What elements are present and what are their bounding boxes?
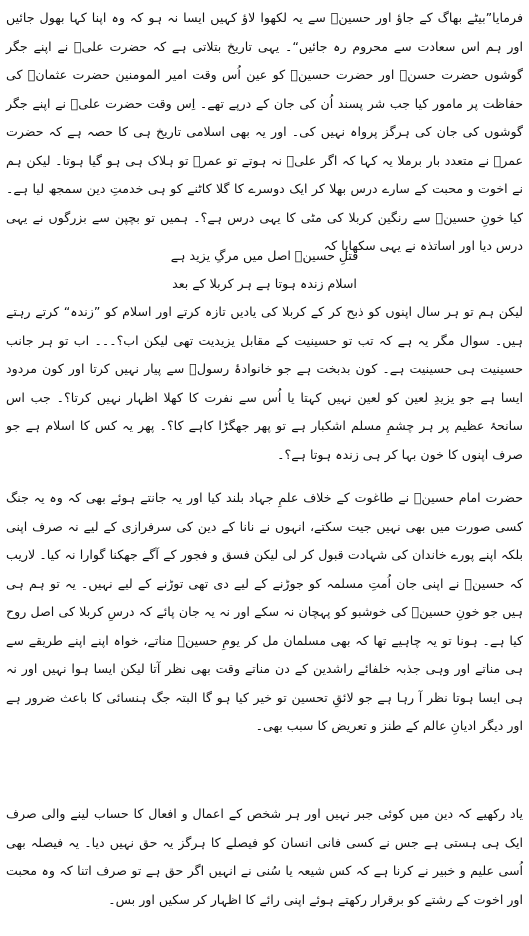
paragraph-spacer <box>6 786 523 800</box>
paragraph-block-1 <box>6 4 523 253</box>
paragraph-block-3 <box>6 484 523 786</box>
paragraph-block-2 <box>6 298 523 470</box>
verse-line-2: اسلام زندہ ہوتا ہے ہر کربلا کے بعد <box>172 276 357 291</box>
verse-line-1: قتلِ حسینؑ اصل میں مرگِ یزید ہے <box>170 248 359 263</box>
paragraph-2: لیکن ہم تو ہر سال اپنوں کو ذبح کر کے کربلا کی یادیں تازہ کرتے اور اسلام کو ”زندہ“ کرتے رہتے ہیں۔ سوال مگر یہ ہے کہ تب تو حسینیت کے مقابل یزیدیت تھی لیکن اب؟۔۔۔ اب تو ہر جانب حسینیت ہی حسینیت ہے۔ کون بدبخت ہے جو خانوادۂ رسولؐ سے پیار نہیں کرتا اور کون مردود ایسا ہے جو یزیدِ لعین کو لعین نہیں کہتا یا اُس سے نفرت کا کھلا اظہار نہیں کرتا؟۔ جب اس سانحۂ عظیم پر ہر چشمِ مسلم اشکبار ہے تو پھر جھگڑا کاہے کا؟۔ پھر یہ کس کا اسلام ہے جو صرف اپنوں کا خون بہا کر ہی زندہ ہوتا ہے؟۔ <box>6 304 523 462</box>
paragraph-spacer <box>6 470 523 484</box>
paragraph-block-4 <box>6 800 523 914</box>
paragraph-3: حضرت امام حسینؑ نے طاغوت کے خلاف علمِ جہاد بلند کیا اور یہ جانتے ہوئے بھی کہ وہ یہ جنگ کسی صورت میں بھی نہیں جیت سکتے، انہوں نے نانا کے دین کی سرفرازی کے لیے نہ صرف اپنی بلکہ اپنے پورے خاندان کی شہادت قبول کر لی لیکن فسق و فجور کے آگے جھکنا گوارا نہ کیا۔ لاریب کہ حسینؑ نے اپنی جان اُمتِ مسلمہ کو جوڑنے کے لیے دی تھی توڑنے کے لیے نہیں۔ یہ تو ہم ہی ہیں جو خونِ حسینؑ کی خوشبو کو پہچان نہ سکے اور نہ یہ جان پائے کہ درسِ کربلا کی اصل روح کیا ہے۔ ہونا تو یہ چاہیے تھا کہ بھی مسلمان مل کر یومِ حسینؑ مناتے، خواہ اپنے اپنے طریقے سے ہی مناتے اور وہی جذبہ خلفائے راشدین کے دن مناتے وقت بھی نظر آتا لیکن ایسا ہوا نہیں اور نہ ہی ایسا ہوتا نظر آ رہا ہے جو لائقِ تحسین تو خیر کیا ہو گا البتہ جگ ہنسائی کا باعث ضرور ہے اور دیگر ادیانِ عالم کے طنز و تعریض کا سبب بھی۔ <box>6 490 523 733</box>
paragraph-4: یاد رکھیے کہ دین میں کوئی جبر نہیں اور ہر شخص کے اعمال و افعال کا حساب لینے والی صرف ایک ہی ہستی ہے جس نے کسی فانی انسان کو فیصلے کا ہرگز یہ حق نہیں دیا۔ یہ فیصلہ بھی اُسی علیم و خبیر نے کرنا ہے کہ کس شیعہ یا سُنی نے انہیں اگر حق ہے تو صرف اتنا کہ وہ محبت اور اخوت کے رشتے کو برقرار رکھتے ہوئے اپنی رائے کا اظہار کر سکیں اور بس۔ <box>6 806 523 907</box>
paragraph-1: فرمایا”بیٹے بھاگ کے جاؤ اور حسینؑ سے یہ لکھوا لاؤ کہیں ایسا نہ ہو کہ وہ اپنا کہا بھول جائیں اور ہم اس سعادت سے محروم رہ جائیں“۔ یہی تاریخ بتلاتی ہے کہ حضرت علیؑ نے اپنے جگر گوشوں حضرت حسنؑ اور حضرت حسینؑ کو عین اُس وقت امیر المومنین حضرت عثمانؓ کی حفاظت پر مامور کیا جب شر پسند اُن کی جان کے درپے تھے۔ اِس وقت حضرت علیؑ نے اپنے جگر گوشوں کی جان کی ہرگز پرواہ نہیں کی۔ اور یہ بھی اسلامی تاریخ ہی کا حصہ ہے کہ حضرت عمرؓ نے متعدد بار برملا یہ کہا کہ اگر علیؑ نہ ہوتے تو عمرؓ تو ہلاک ہی ہو گیا ہوتا۔ لیکن ہم نے اخوت و محبت کے سارے درس بھلا کر ایک دوسرے کا گلا کاٹنے کو ہی خدمتِ دین سمجھ لیا ہے۔ کیا خونِ حسینؑ سے رنگین کربلا کی مٹی کا یہی درس ہے؟۔ ہمیں تو بچپن سے بزرگوں نے یہی درس دیا اور اساتذہ نے یہی سکھایا کہ <box>6 10 523 253</box>
